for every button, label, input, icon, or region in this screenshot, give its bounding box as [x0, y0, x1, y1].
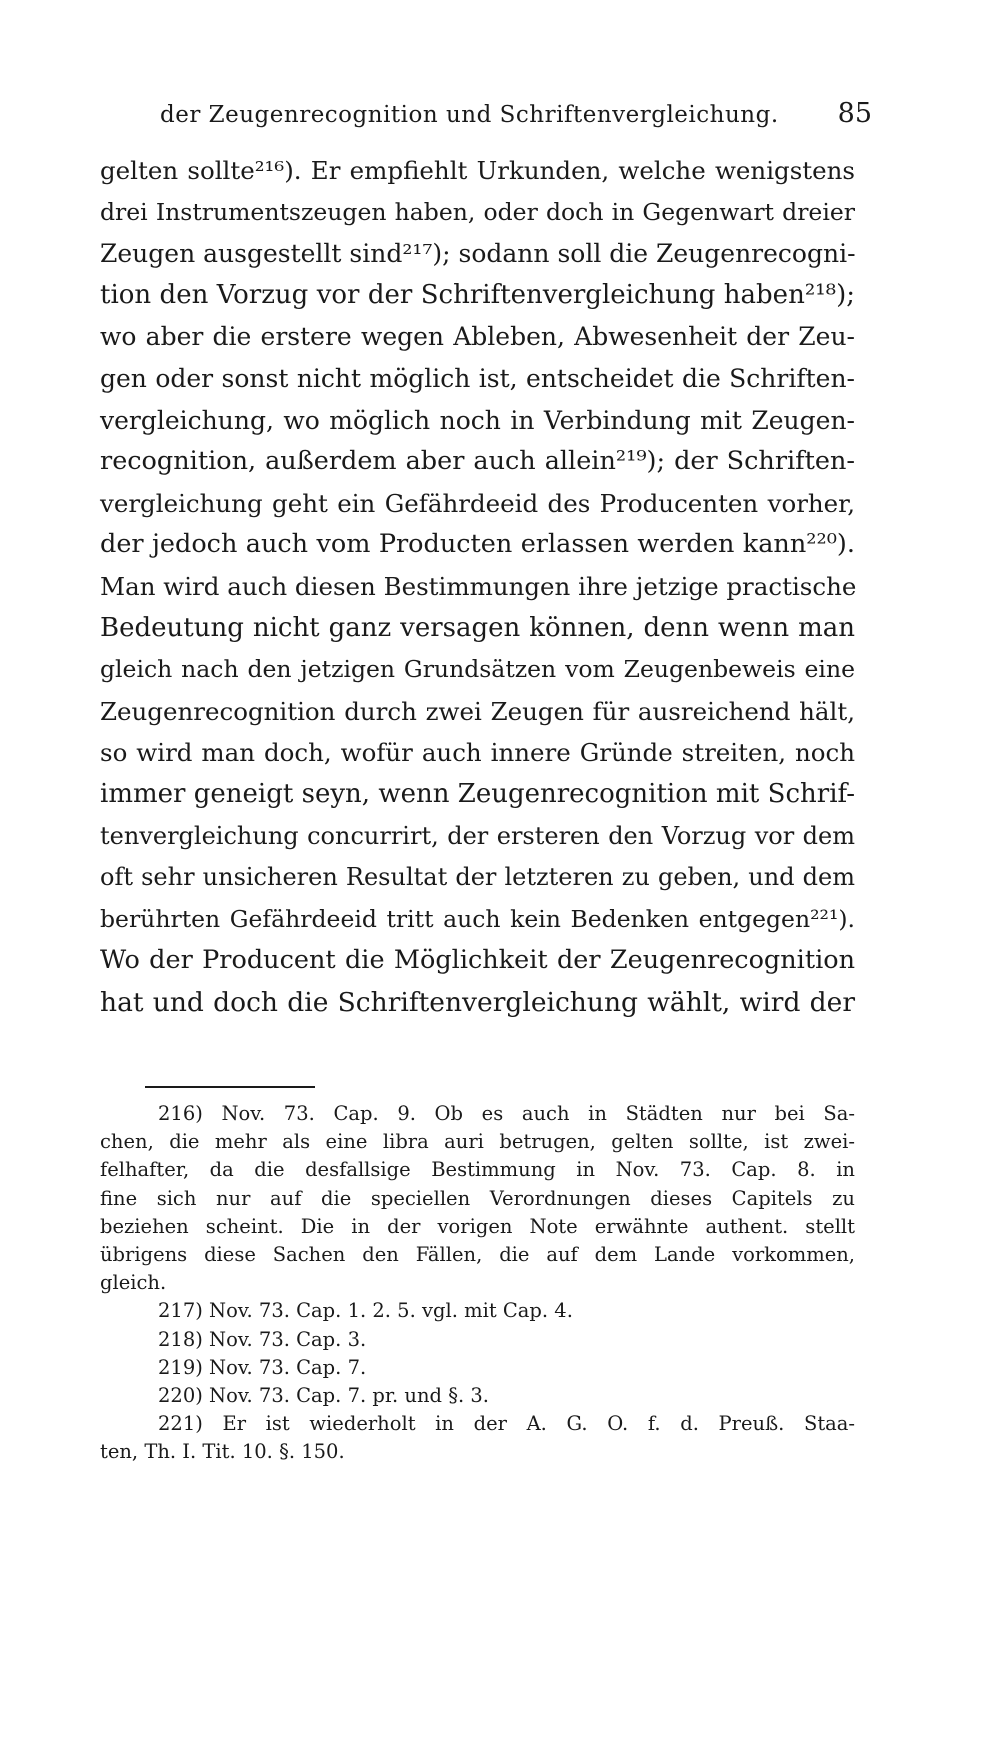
page-number: 85	[837, 98, 872, 129]
footnote-line: 218) Nov. 73. Cap. 3.	[158, 1327, 367, 1351]
running-title: der Zeugenrecognition und Schriftenvergleichung.	[160, 102, 779, 128]
text-line: recognition, außerdem aber auch allein²¹⁹); der Schriften-	[100, 446, 855, 477]
text-line: immer geneigt seyn, wenn Zeugenrecognition mit Schrif-	[100, 778, 855, 809]
footnote-line: ten, Th. I. Tit. 10. §. 150.	[100, 1440, 345, 1464]
footnote-line: übrigens diese Sachen den Fällen, die auf dem Lande vorkommen,	[100, 1242, 855, 1266]
footnote-line: chen, die mehr als eine libra auri betrugen, gelten sollte, ist zwei-	[100, 1130, 855, 1154]
text-line: oft sehr unsicheren Resultat der letzteren zu geben, und dem	[100, 863, 855, 892]
text-line: drei Instrumentszeugen haben, oder doch in Gegenwart dreier	[100, 197, 855, 226]
text-line: vergleichung geht ein Gefährdeeid des Producenten vorher,	[100, 488, 855, 518]
text-line: vergleichung, wo möglich noch in Verbindung mit Zeugen-	[100, 405, 855, 435]
text-line: tenvergleichung concurrirt, der ersteren den Vorzug vor dem	[100, 821, 855, 850]
footnote-line: gleich.	[100, 1271, 167, 1295]
footnote-line: 221) Er ist wiederholt in der A. G. O. f. d. Preuß. Staa-	[158, 1412, 855, 1436]
text-line: tion den Vorzug vor der Schriftenvergleichung haben²¹⁸);	[100, 279, 855, 310]
footnote-line: 219) Nov. 73. Cap. 7.	[158, 1355, 367, 1379]
text-line: hat und doch die Schriftenvergleichung wählt, wird der	[100, 986, 855, 1018]
footnote-line: beziehen scheint. Die in der vorigen Note erwähnte authent. stellt	[100, 1214, 855, 1238]
footnote-line: 216) Nov. 73. Cap. 9. Ob es auch in Städten nur bei Sa-	[158, 1102, 855, 1125]
text-line: gelten sollte²¹⁶). Er empfiehlt Urkunden, welche wenigstens	[100, 156, 855, 185]
footnote-line: 217) Nov. 73. Cap. 1. 2. 5. vgl. mit Cap. 4.	[158, 1299, 573, 1323]
footnotes	[100, 1100, 855, 1466]
text-line: wo aber die erstere wegen Ableben, Abwesenheit der Zeu-	[100, 322, 855, 352]
text-line: Zeugen ausgestellt sind²¹⁷); sodann soll die Zeugenrecogni-	[100, 239, 856, 269]
text-line: berührten Gefährdeeid tritt auch kein Bedenken entgegen²²¹).	[100, 904, 855, 933]
footnote-line: fine sich nur auf die speciellen Verordnungen dieses Capitels zu	[100, 1186, 855, 1210]
text-line: so wird man doch, wofür auch innere Gründe streiten, noch	[100, 738, 855, 768]
text-line: gleich nach den jetzigen Grundsätzen vom Zeugenbeweis eine	[100, 655, 855, 684]
text-line: der jedoch auch vom Producten erlassen werden kann²²⁰).	[100, 529, 855, 560]
text-line: gen oder sonst nicht möglich ist, entscheidet die Schriften-	[100, 363, 855, 393]
footnote-separator	[145, 1086, 315, 1088]
text-line: Zeugenrecognition durch zwei Zeugen für ausreichend hält,	[100, 696, 855, 726]
footnote-line: felhafter, da die desfallsige Bestimmung in Nov. 73. Cap. 8. in	[100, 1158, 855, 1182]
text-line: Wo der Producent die Möglichkeit der Zeugenrecognition	[100, 945, 855, 976]
main-text	[100, 150, 855, 1023]
text-line: Man wird auch diesen Bestimmungen ihre jetzige practische	[100, 571, 857, 601]
footnote-line: 220) Nov. 73. Cap. 7. pr. und §. 3.	[158, 1383, 489, 1407]
text-line: Bedeutung nicht ganz versagen können, denn wenn man	[100, 612, 855, 643]
